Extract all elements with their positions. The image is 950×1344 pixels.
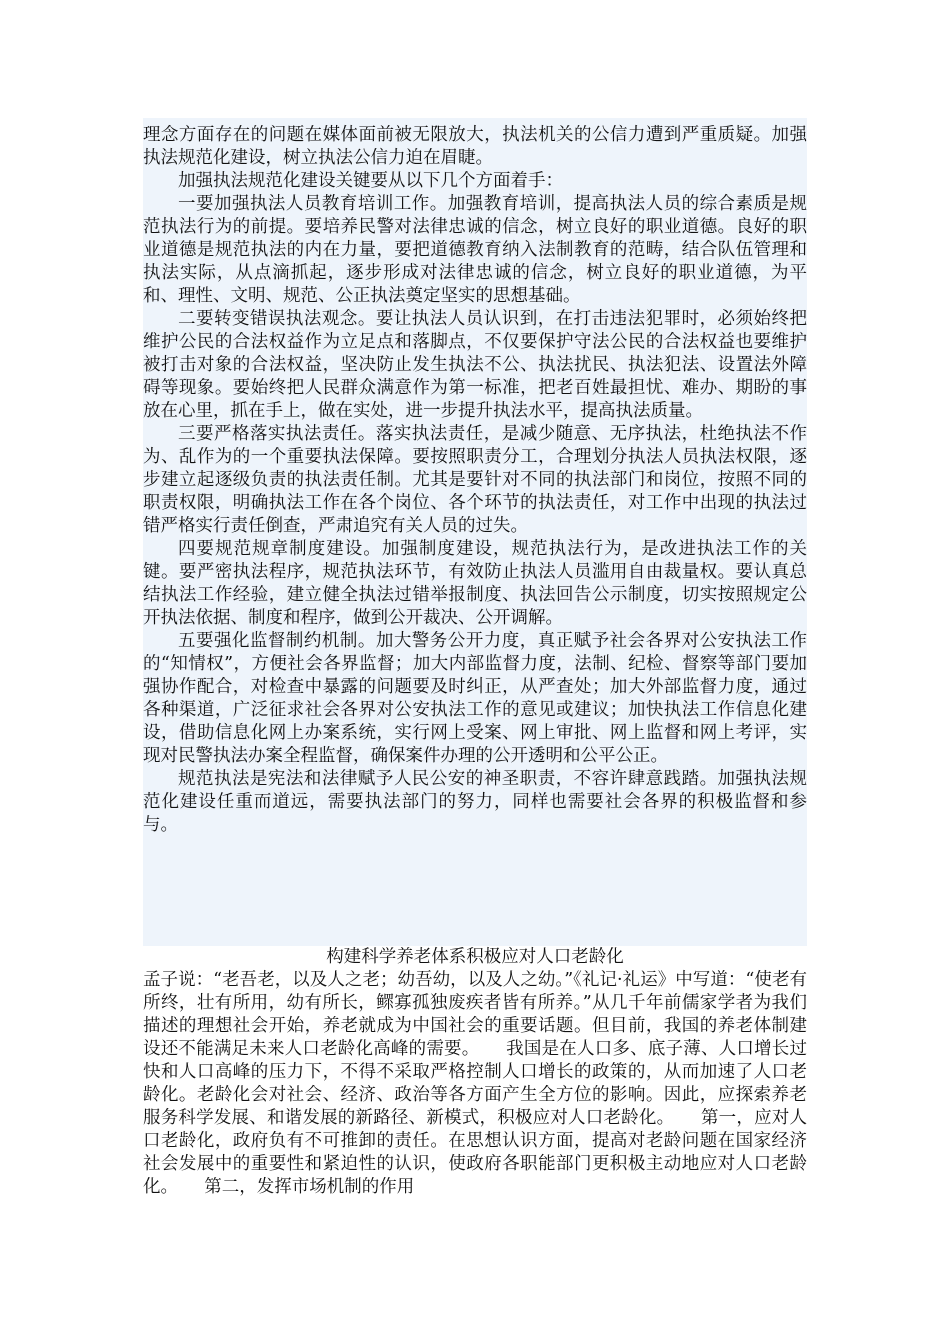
paragraph-4: 二要转变错误执法观念。要让执法人员认识到，在打击违法犯罪时，必须始终把维护公民的合法权益作为立足点和落脚点，不仅要保护守法公民的合法权益也要维护被打击对象的合法权益，坚决防止发生执法不公、执法扰民、执法犯法、设置法外障碍等现象。要始终把人民群众满意作为第一标准，把老百姓最担忧、难办、期盼的事放在心里，抓在手上，做在实处，进一步提升执法水平，提高执法质量。 [143,309,807,421]
paragraph-1: 理念方面存在的问题在媒体面前被无限放大，执法机关的公信力遭到严重质疑。加强执法规范化建设，树立执法公信力迫在眉睫。 [143,125,807,168]
paragraph-6: 四要规范规章制度建设。加强制度建设，规范执法行为，是改进执法工作的关键。要严密执法程序，规范执法环节，有效防止执法人员滥用自由裁量权。要认真总结执法工作经验，建立健全执法过错举报制度、执法回告公示制度，切实按照规定公开执法依据、制度和程序，做到公开裁决、公开调解。 [143,539,807,628]
article-body: 孟子说：“老吾老，以及人之老；幼吾幼，以及人之幼。”《礼记·礼运》中写道：“使老有所终，壮有所用，幼有所长，鳏寡孤独废疾者皆有所养。”从几千年前儒家学者为我们描述的理想社会开始，养老就成为中国社会的重要话题。但目前，我国的养老体制建设还不能满足未来人口老龄化高峰的需要。 我国是在人口多、底子薄、人口增长过快和人口高峰的压力下，不得不采取严格控制人口增长的政策的，从而加速了人口老龄化。老龄化会对社会、经济、政治等各方面产生全方位的影响。因此，应探索养老服务科学发展、和谐发展的新路径、新模式，积极应对人口老龄化。 第一，应对人口老龄化，政府负有不可推卸的责任。在思想认识方面，提高对老龄问题在国家经济社会发展中的重要性和紧迫性的认识，使政府各职能部门更积极主动地应对人口老龄化。 第二，发挥市场机制的作用 [143,970,807,1197]
paragraph-5: 三要严格落实执法责任。落实执法责任，是减少随意、无序执法，杜绝执法不作为、乱作为的一个重要执法保障。要按照职责分工，合理划分执法人员执法权限，逐步建立起逐级负责的执法责任制。尤其是要针对不同的执法部门和岗位，按照不同的职责权限，明确执法工作在各个岗位、各个环节的执法责任，对工作中出现的执法过错严格实行责任倒查，严肃追究有关人员的过失。 [143,424,807,536]
paragraph-8: 规范执法是宪法和法律赋予人民公安的神圣职责，不容许肆意践踏。加强执法规范化建设任重而道远，需要执法部门的努力，同样也需要社会各界的积极监督和参与。 [143,769,807,835]
paragraph-7: 五要强化监督制约机制。加大警务公开力度，真正赋予社会各界对公安执法工作的“知情权”，方便社会各界监督；加大内部监督力度，法制、纪检、督察等部门要加强协作配合，对检查中暴露的问题要及时纠正，从严查处；加大外部监督力度，通过各种渠道，广泛征求社会各界对公安执法工作的意见或建议；加快执法工作信息化建设，借助信息化网上办案系统，实行网上受案、网上审批、网上监督和网上考评，实现对民警执法办案全程监督，确保案件办理的公开透明和公平公正。 [143,631,807,766]
article-title: 构建科学养老体系积极应对人口老龄化 [326,947,624,967]
paragraph-2: 加强执法规范化建设关键要从以下几个方面着手： [178,171,563,191]
article-aging-population [143,946,807,1199]
paragraph-3: 一要加强执法人员教育培训工作。加强教育培训，提高执法人员的综合素质是规范执法行为的前提。要培养民警对法律忠诚的信念，树立良好的职业道德。良好的职业道德是规范执法的内在力量，要把道德教育纳入法制教育的范畴，结合队伍管理和执法实际，从点滴抓起，逐步形成对法律忠诚的信念，树立良好的职业道德，为平和、理性、文明、规范、公正执法奠定坚实的思想基础。 [143,194,807,306]
article-law-enforcement [143,124,807,837]
